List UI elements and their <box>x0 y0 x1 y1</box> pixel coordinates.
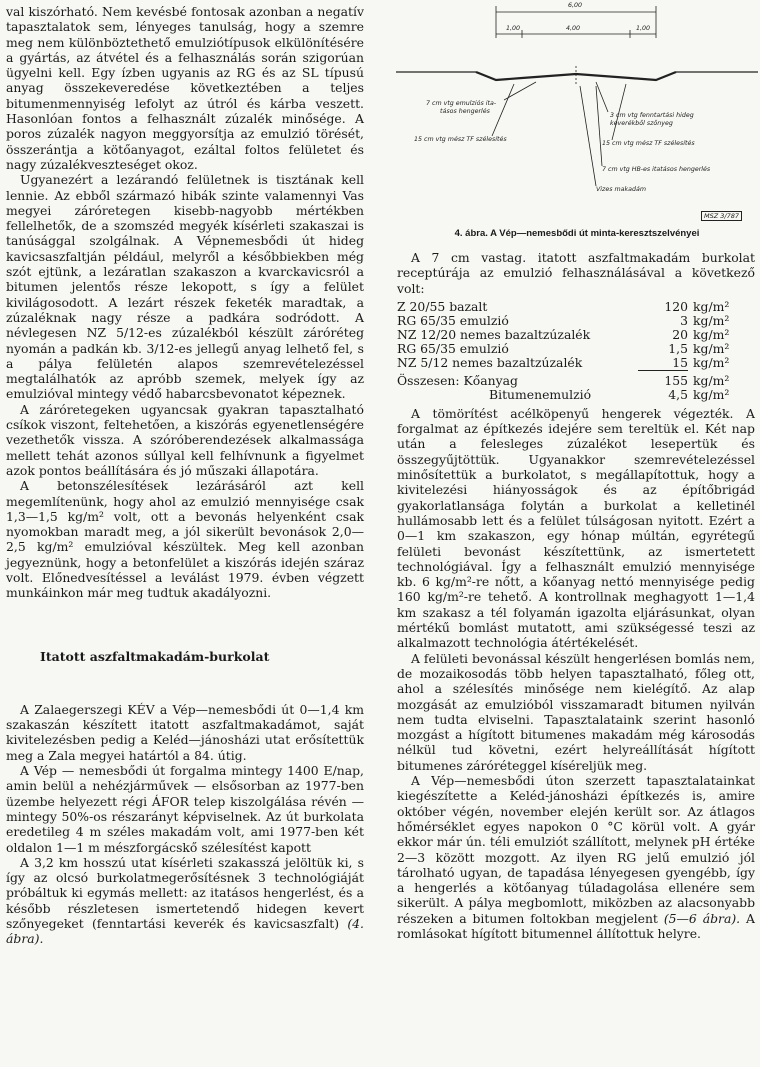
recipe-cell: kg/m² <box>693 340 730 356</box>
recipe-cell: 3 <box>680 312 688 328</box>
recipe-cell: RG 65/35 emulzió <box>397 312 509 328</box>
recipe-cell: kg/m² <box>693 326 730 342</box>
recipe-cell: NZ 5/12 nemes bazaltzúzalék <box>397 355 583 371</box>
recipe-row <box>397 328 753 342</box>
paragraph: A felületi bevonással készült hengerlésen bomlás nem, de mozaikosodás több helyen tapasztalható, főleg ott, ahol a szélesítés minősége nem kielégítő. Az alap mozgását az emulzióból visszamaradt bitumen nyilván nem tudta elviselni. Tapasztalataink szerint hasonló mozgást a hígított bitumenes makadám még károsodás nélkül tud követni, ezért helyreállítását hígított bitumenes záróréteggel kíséreljük meg. <box>397 650 755 773</box>
recipe-row <box>397 342 753 356</box>
recipe-cell: Bitumenemulzió <box>489 386 592 402</box>
recipe-cell: 20 <box>672 326 688 342</box>
recipe-cell <box>397 370 638 388</box>
figure-caption: 4. ábra. A Vép—nemesbődi út minta-keresztszelvényei <box>454 228 700 239</box>
total-label: Összesen: <box>397 372 460 388</box>
recipe-cell: 1,5 <box>668 340 688 356</box>
recipe-cell: NZ 12/20 nemes bazaltzúzalék <box>397 326 591 342</box>
paragraph: A Vép — nemesbődi út forgalma mintegy 1400 E/nap, amin belül a nehézjárművek — elsősorban az 1977-ben üzembe helyezett régi ÁFOR telep kiszolgálása révén — mintegy 50%-os részarányt képviselnek. Az út burkolata eredetileg 4 m széles makadám volt, ami 1977-ben két oldalon 1—1 m mészforgácskő szélesítést kapott <box>6 763 364 855</box>
recipe-row <box>397 300 753 314</box>
paragraph: val kiszórható. Nem kevésbé fontosak azonban a negatív tapasztalatok sem, lényeges tanulság, hogy a szemre meg nem különböztethető emulziótípusok elkülönítésére a gyártás, az átvétel és a felhasználás során szigorúan ügyelni kell. Egy ízben ugyanis az RG és az SL típusú anyag összekeveredése következtében a teljes bitumenmennyiség lefolyt az útról és kárba veszett. Hasonlóan fontos a felhasznált zúzalék minősége. A poros zúzalék nagyon meggyorsítja az emulzió törését, összerántja a kötőanyagot, ezáltal foltos felületet és nagy zúzalékveszteséget okoz. <box>6 4 364 172</box>
paragraph: A tömörítést acélköpenyű hengerek végezték. A forgalmat az építkezés idejére sem tereltük el. Két nap után a felesleges zúzalékot lesepertük és összegyűjtöttük. Ugyanakkor szemrevételezéssel minősítettük a burkolatot, s megállapítottuk, hogy a kivitelezési hiányosságok és az építőbrigád gyakorlatlansága folytán a burkolat a kelletinél hullámosabb lett és a felület túlságosan nyitott. Ezért a 0—1 km szakaszon, egy hónap múltán, egyrétegű felületi bevonást készítettünk, az ismertetett technológiával. Így a felhasznált emulzió mennyisége kb. 6 kg/m²-re nőtt, a kőanyag nettó mennyisége pedig 160 kg/m²-re tehető. A kontrollnak meghagyott 1—1,4 km szakasz a tél folyamán igazolta eljárásunkat, olyan mértékű bomlást mutatott, ami szükségessé teszi az alkalmazott technológia átértékelését. <box>397 405 755 651</box>
recipe-cell: 155 <box>638 370 688 388</box>
recipe-cell: RG 65/35 emulzió <box>397 340 509 356</box>
recipe-table <box>397 300 753 402</box>
paragraph: A 7 cm vastag. itatott aszfaltmakadám burkolat receptúrája az emulzió felhasználásával a következő volt: <box>397 250 755 296</box>
cross-section-figure <box>396 0 758 246</box>
recipe-cell: kg/m² <box>693 355 730 371</box>
recipe-cell: kg/m² <box>693 372 730 388</box>
layer-label: keverékből szőnyeg <box>610 120 673 127</box>
dimension-label-mid: 4,00 <box>566 25 581 32</box>
recipe-cell: kg/m² <box>693 386 730 402</box>
recipe-total-row <box>397 370 753 388</box>
paragraph <box>6 855 364 947</box>
figure-reference: (4. ábra). <box>6 916 364 947</box>
recipe-cell: 4,5 <box>668 386 688 402</box>
paragraph-text: A 3,2 km hosszú utat kísérleti szakasszá jelöltük ki, s így az olcsó burkolatmegerősítésnek 3 technológiáját próbáltuk ki egymás mellett: az itatásos hengerlést, és a később részletesen ismertetendő hidegen kevert szőnyegeket (fenntartási keverék és kavicsaszfalt) <box>6 854 364 932</box>
section-heading: Itatott aszfaltmakadám-burkolat <box>40 648 270 664</box>
dimension-label-total: 6,00 <box>568 2 583 9</box>
recipe-total-row <box>397 388 753 402</box>
recipe-cell: Z 20/55 bazalt <box>397 298 488 314</box>
layer-label: 7 cm vtg HB-es itatásos hengerlés <box>602 166 711 173</box>
total-stone-label: Kőanyag <box>463 372 518 388</box>
layer-label: Vizes makadám <box>596 186 647 193</box>
right-column <box>397 250 755 941</box>
paragraph <box>397 773 755 941</box>
figure-reference: (5—6 ábra). <box>663 910 741 926</box>
recipe-row <box>397 356 753 371</box>
recipe-cell: 15 <box>672 354 688 370</box>
layer-label: 3 cm vtg fenntartási hideg <box>610 112 694 119</box>
paragraph: A Zalaegerszegi KÉV a Vép—nemesbődi út 0—1,4 km szakaszán készített itatott aszfaltmakadámot, saját kivitelezésben pedig a Keléd—jánosházi utat erősítettük meg a Zala megyei határtól a 84. útig. <box>6 701 364 763</box>
paragraph-text: A Vép—nemesbődi úton szerzett tapasztalatainkat kiegészítette a Keléd-jánosházi építkezés is, amire október végén, november elején került sor. Az átlagos hőmérséklet egyes napokon 0 °C körül volt. A gyár ekkor már ún. téli emulziót szállított, melynek pH értéke 2—3 között mozgott. Az ilyen RG jelű emulzió jól tárolható ugyan, de tapadása lényegesen gyengébb, így a hengerlés a kötőanyag túladagolása ellenére sem sikerült. A pálya megbomlott, miközben az alacsonyabb részeken a bitumen foltokban megjelent <box>397 773 755 926</box>
layer-label: 15 cm vtg mész TF szélesítés <box>414 136 507 143</box>
recipe-cell: kg/m² <box>693 312 730 328</box>
paragraph: A záróretegeken ugyancsak gyakran tapasztalható csíkok viszont, feltehetően, a kiszórás egyenetlenségére vezethetők vissza. A szóróberendezések alkalmassága mellett tehát azonos súllyal kell felhívnunk a figyelmet azok pontos beállítására és jó műszaki állapotára. <box>6 401 364 478</box>
paragraph: A betonszélesítések lezárásáról azt kell megemlítenünk, hogy ahol az emulzió mennyisége csak 1,3—1,5 kg/m² volt, ott a bevonás helyenként csak nyomokban maradt meg, a jól sikerült bevonások 2,0—2,5 kg/m² emulzióval készültek. Meg kell azonban jegyeznünk, hogy a betonfelület a kiszórás idején száraz volt. Előnedvesítéssel a leválást 1979. évben végzett munkáinkon már meg tudtuk akadályozni. <box>6 478 364 601</box>
recipe-cell: kg/m² <box>693 298 730 314</box>
paragraph: Ugyanezért a lezárandó felületnek is tisztának kell lennie. Az ebből származó hibák szinte valamennyi Vas megyei záróretegen kisebb-nagyobb mértékben fellelhetők, de a szomszéd megyék kísérleti szakaszai is tanúsággal szolgálnak. A Vépnemesbődi út hideg kavicsaszfaltján például, melyről a későbbiekben még szót ejtünk, a lezáratlan szakaszon a kvarckavicsról a bitumen jelentős része lekopott, s így a felület kivilágosodott. A lezárt részek feketék maradtak, a zúzaléknak nagy része a padkára sodródott. A névlegesen NZ 5/12-es zúzalékból készült záróréteg nyomán a padkán kb. 3/12-es jellegű anyag lelhető fel, s a pálya felületén alapos szemrevételezéssel megtalálhatók az apróbb szemek, melyek így az emulzióval mintegy védő habarcsbevonatot képeznek. <box>6 172 364 402</box>
layer-label: tásos hengerlés <box>440 108 490 115</box>
recipe-row <box>397 314 753 328</box>
layer-label: 7 cm vtg emulziós ita- <box>426 100 497 107</box>
layer-label: 15 cm vtg mész TF szélesítés <box>602 140 695 147</box>
standard-stamp: MSZ 3/787 <box>701 211 742 221</box>
left-column <box>6 4 364 947</box>
paragraph-text: A romlásokat hígított bitumennel állítottuk helyre. <box>397 910 755 941</box>
recipe-cell: 120 <box>664 298 688 314</box>
dimension-label-right: 1,00 <box>636 25 651 32</box>
dimension-label-left: 1,00 <box>506 25 521 32</box>
